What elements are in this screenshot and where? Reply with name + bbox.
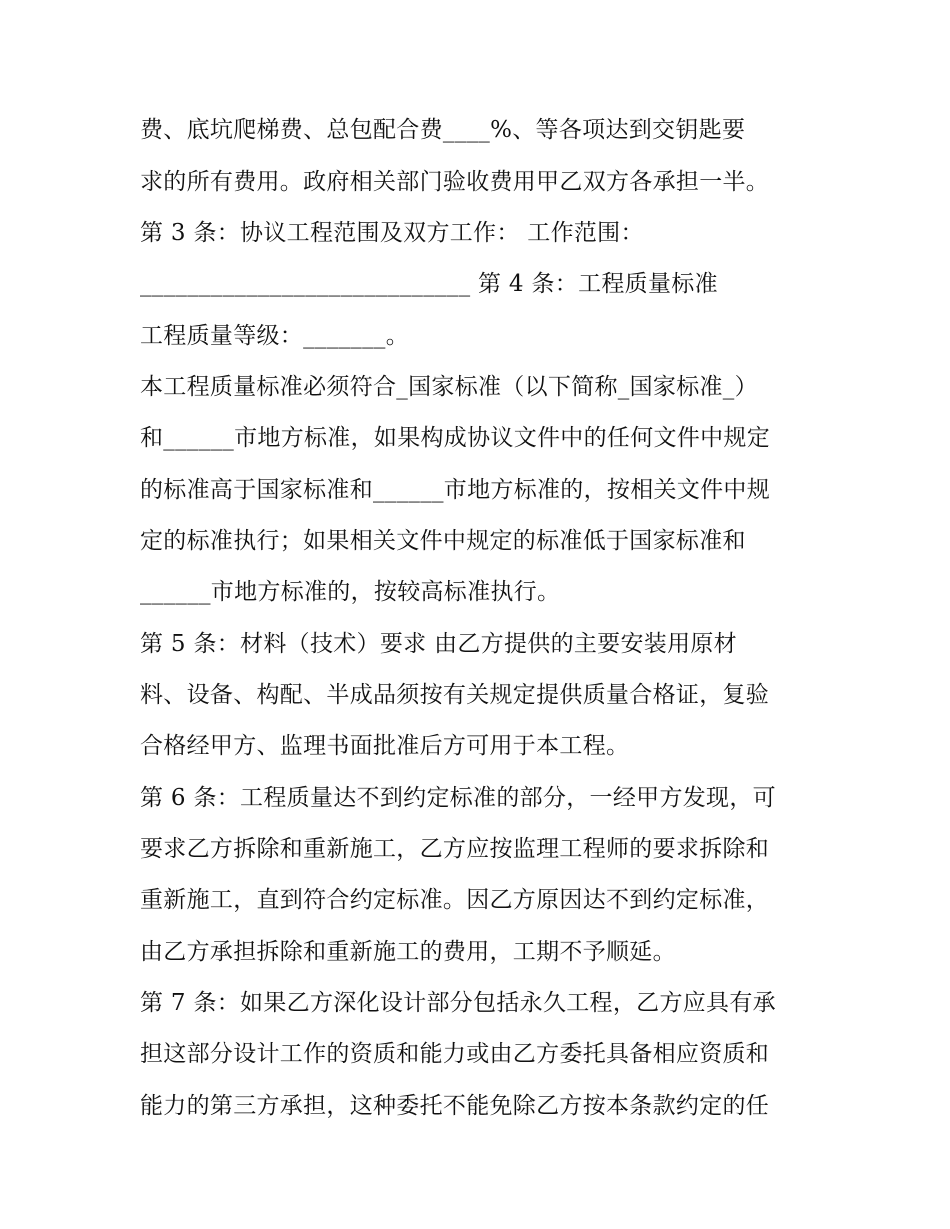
text-line: 第 5 条：材料（技术）要求 由乙方提供的主要安装用原材 — [140, 631, 737, 657]
text-line: 的标准高于国家标准和______市地方标准的，按相关文件中规 — [140, 477, 770, 503]
text-line: 由乙方承担拆除和重新施工的费用，工期不予顺延。 — [140, 939, 676, 965]
text-line: 重新施工，直到符合约定标准。因乙方原因达不到约定标准， — [140, 887, 770, 913]
text-line: 第 3 条：协议工程范围及双方工作： 工作范围： — [140, 220, 644, 246]
text-line: 合格经甲方、监理书面批准后方可用于本工程。 — [140, 733, 630, 759]
text-line: 工程质量等级：_______。 — [140, 323, 409, 349]
text-line: 第 6 条：工程质量达不到约定标准的部分，一经甲方发现，可 — [140, 785, 776, 811]
text-line: 能力的第三方承担，这种委托不能免除乙方按本条款约定的任 — [140, 1093, 770, 1119]
text-line: 定的标准执行；如果相关文件中规定的标准低于国家标准和 — [140, 528, 746, 554]
text-line: 第 7 条：如果乙方深化设计部分包括永久工程，乙方应具有承 — [140, 990, 776, 1016]
text-line: 求的所有费用。政府相关部门验收费用甲乙双方各承担一半。 — [140, 169, 770, 195]
text-line: 本工程质量标准必须符合_国家标准（以下简称_国家标准_） — [140, 374, 758, 400]
text-line: 要求乙方拆除和重新施工，乙方应按监理工程师的要求拆除和 — [140, 836, 770, 862]
text-line: 担这部分设计工作的资质和能力或由乙方委托具备相应资质和 — [140, 1041, 770, 1067]
text-line: ____________________________ 第 4 条：工程质量标准 — [140, 271, 718, 297]
text-line: 料、设备、构配、半成品须按有关规定提供质量合格证，复验 — [140, 682, 770, 708]
text-line: ______市地方标准的，按较高标准执行。 — [140, 579, 561, 605]
text-line: 和______市地方标准，如果构成协议文件中的任何文件中规定 — [140, 425, 770, 451]
text-line: 费、底坑爬梯费、总包配合费____%、等各项达到交钥匙要 — [140, 117, 746, 143]
